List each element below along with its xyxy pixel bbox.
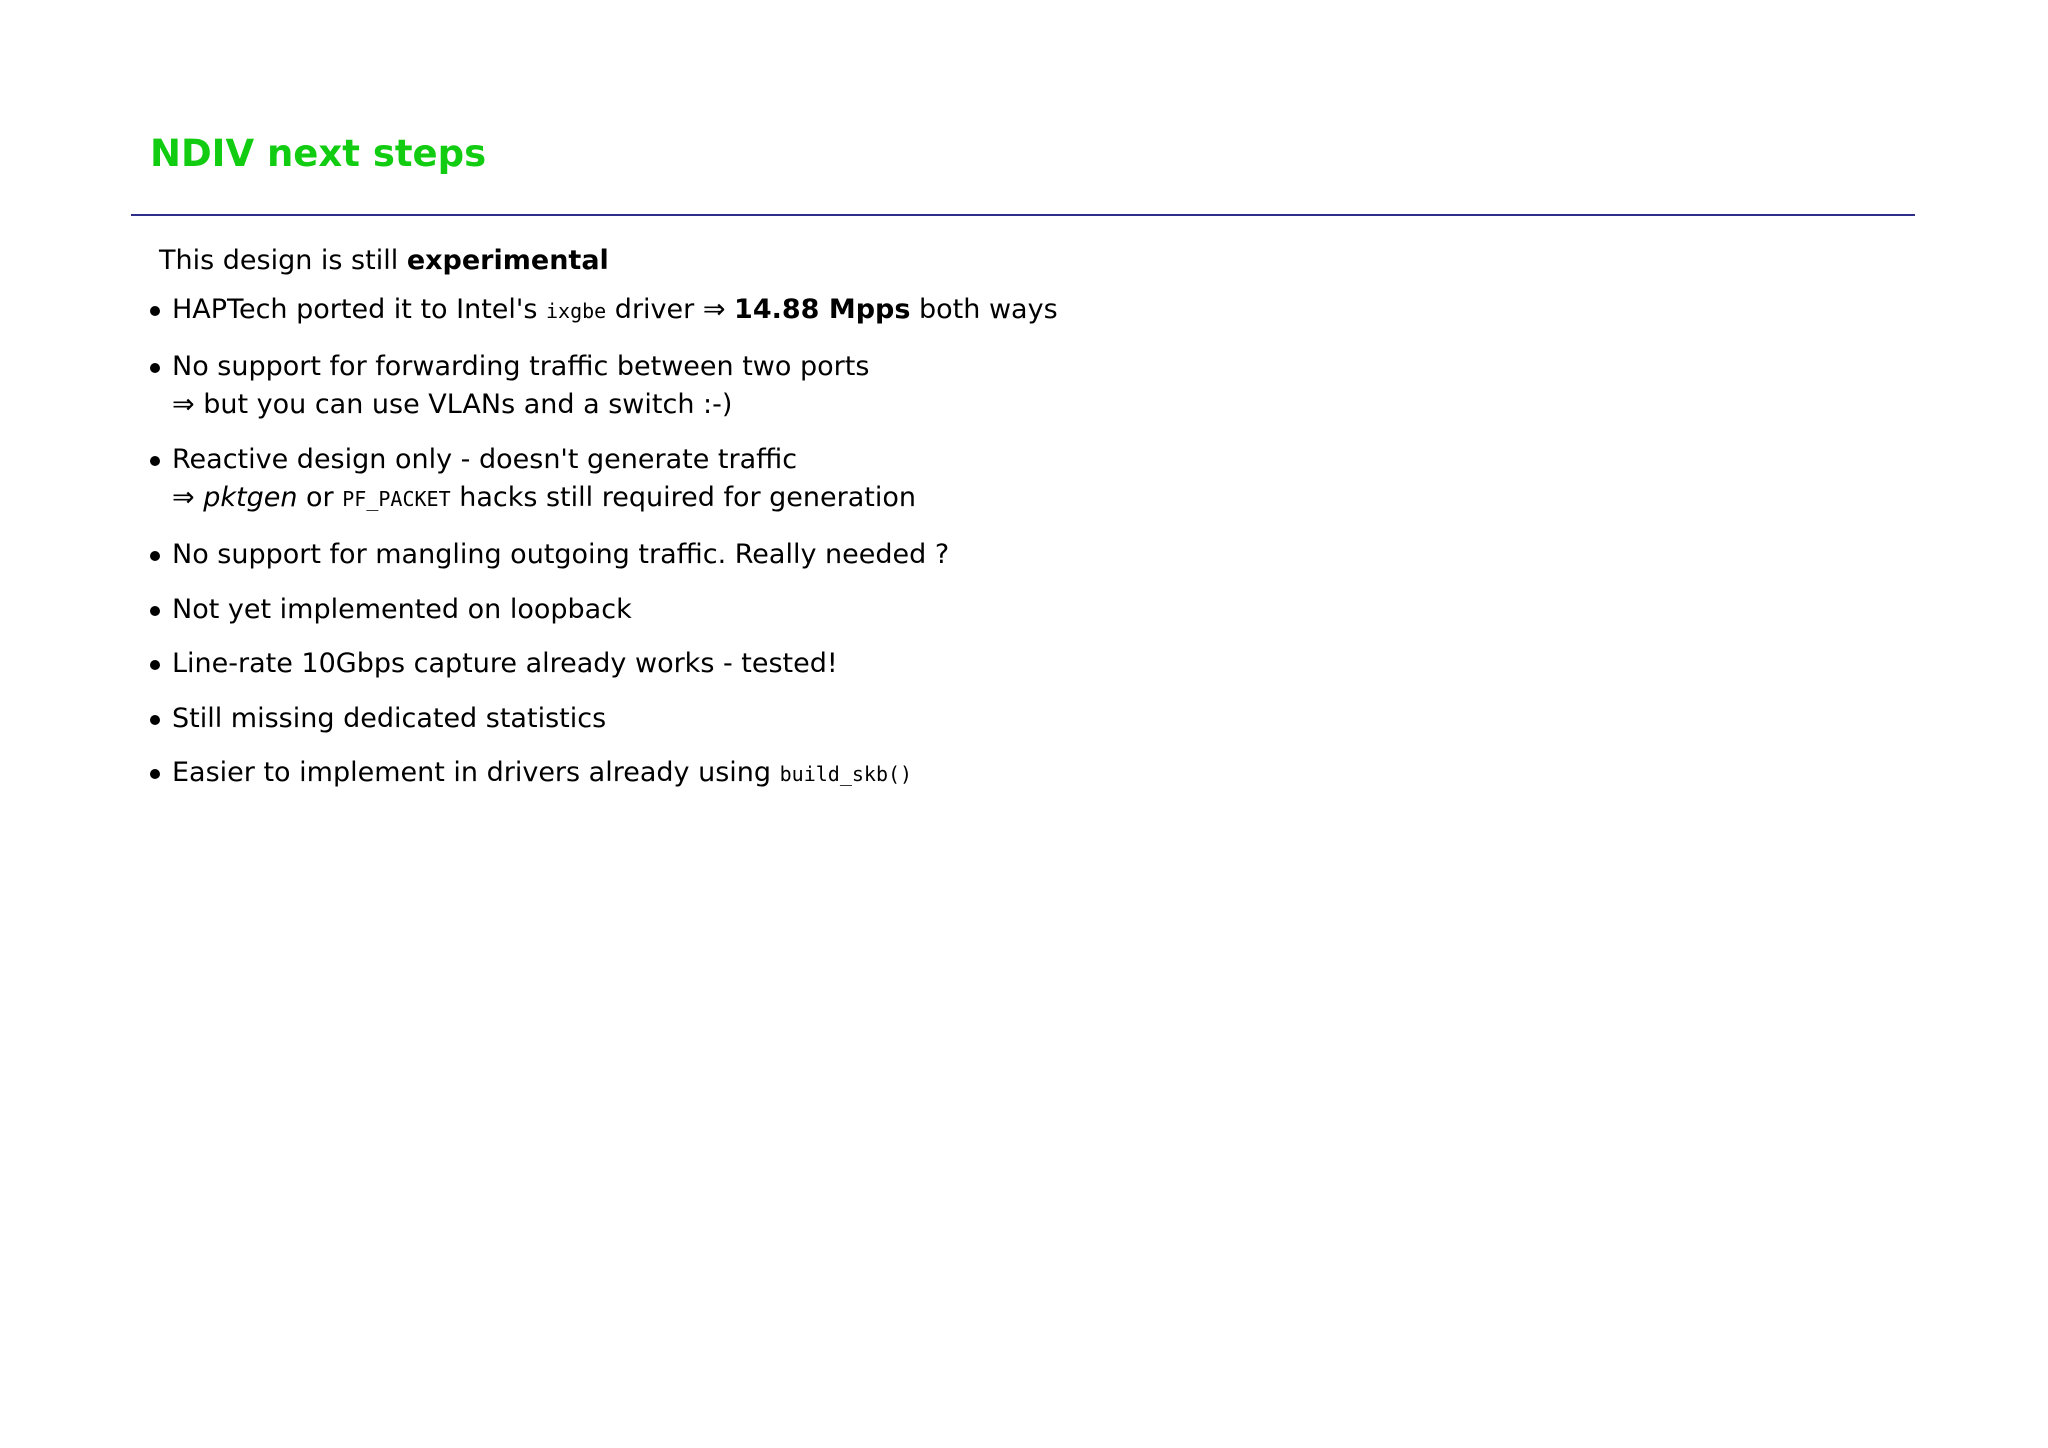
intro-text xyxy=(159,242,609,280)
italic-pktgen: pktgen xyxy=(203,482,298,513)
bullet-line: ⇒ but you can use VLANs and a switch :-) xyxy=(172,389,733,420)
bullet-dot-icon xyxy=(150,769,160,779)
intro-bold: experimental xyxy=(406,245,609,276)
bullet-dot-icon xyxy=(150,551,160,561)
bullet-line: Reactive design only - doesn't generate traffic xyxy=(172,444,798,475)
bullet-text-part: or xyxy=(297,482,343,513)
code-build-skb: build_skb() xyxy=(779,762,913,786)
slide-title: NDIV next steps xyxy=(150,132,487,175)
bullet-text-part: hacks still required for generation xyxy=(450,482,916,513)
bullet-dot-icon xyxy=(150,715,160,725)
bullet-dot-icon xyxy=(150,606,160,616)
bullet-text-part: both ways xyxy=(910,294,1058,325)
bullet-text-part: Easier to implement in drivers already using xyxy=(172,757,780,788)
bullet-dot-icon xyxy=(150,456,160,466)
bullet-dot-icon xyxy=(150,363,160,373)
code-ixgbe: ixgbe xyxy=(546,299,607,323)
intro-plain: This design is still xyxy=(159,245,407,276)
bullet-dot-icon xyxy=(150,306,160,316)
bold-mpps: 14.88 Mpps xyxy=(734,294,911,325)
bullet-text xyxy=(172,348,869,424)
bullet-text xyxy=(172,754,912,793)
bullet-text: No support for mangling outgoing traffic. Really needed ? xyxy=(172,539,950,570)
code-pf-packet: PF_PACKET xyxy=(342,487,451,511)
bullet-text: Still missing dedicated statistics xyxy=(172,703,607,734)
bullet-text: Line-rate 10Gbps capture already works - tested! xyxy=(172,648,838,679)
bullet-text: Not yet implemented on loopback xyxy=(172,594,632,625)
title-divider xyxy=(131,214,1915,216)
bullet-text xyxy=(172,441,916,518)
bullet-text-part: HAPTech ported it to Intel's xyxy=(172,294,546,325)
bullet-dot-icon xyxy=(150,660,160,670)
bullet-text xyxy=(172,291,1058,330)
bullet-text-part: driver ⇒ xyxy=(606,294,735,325)
bullet-text-part: ⇒ xyxy=(172,482,204,513)
bullet-line: No support for forwarding traffic between two ports xyxy=(172,351,870,382)
